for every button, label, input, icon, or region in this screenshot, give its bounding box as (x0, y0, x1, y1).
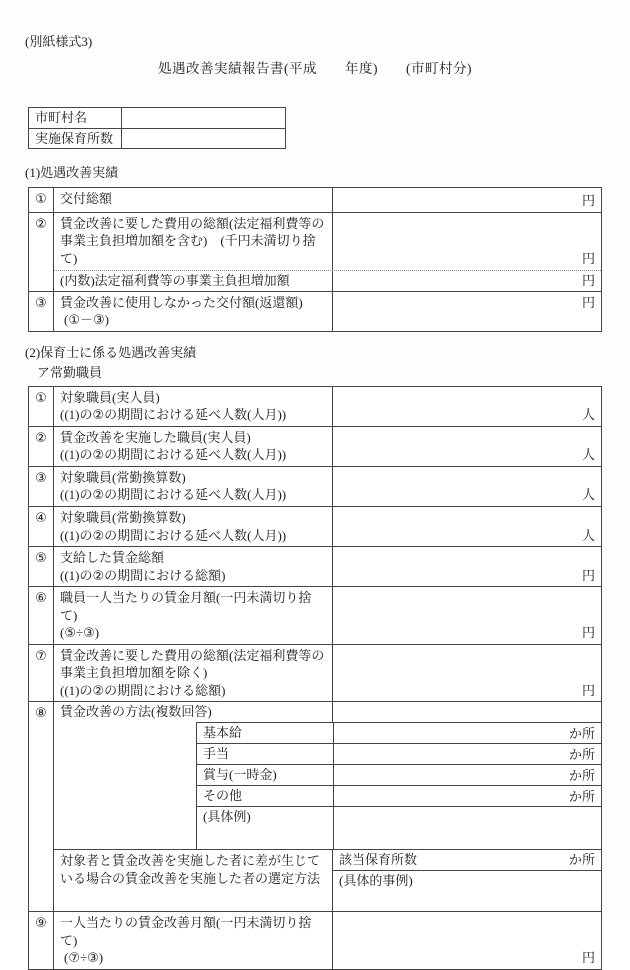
unit-label: か所 (568, 725, 595, 741)
table-row (29, 108, 285, 128)
selection-method-row (54, 849, 601, 911)
row-label-sub: ((1)の②の期間における延べ人数(人月)) (60, 447, 287, 463)
row-label (54, 387, 332, 426)
row-number: ⑨ (29, 912, 54, 969)
row2-main (54, 213, 601, 270)
example-field[interactable] (333, 807, 601, 849)
row-label-sub: ((1)の②の期間における延べ人数(人月)) (60, 407, 287, 423)
row-label: 交付総額 (60, 190, 113, 206)
example-label: (具体例) (203, 809, 251, 825)
case-example-field[interactable] (333, 871, 601, 911)
amount-field[interactable] (332, 912, 601, 969)
row-number: ⑧ (29, 702, 54, 911)
row-label (54, 507, 332, 546)
row2-sub (54, 270, 601, 291)
section1-heading: (1)処遇改善実績 (25, 165, 119, 181)
amount-field[interactable] (332, 547, 601, 586)
row8-content (54, 702, 601, 911)
method-row (196, 743, 601, 764)
row-number: ③ (29, 467, 54, 506)
method-label: その他 (203, 788, 243, 804)
municipality-name-field[interactable] (122, 108, 285, 128)
count-field[interactable] (332, 427, 601, 466)
row-label: (内数)法定福利費等の事業主負担増加額 (60, 272, 290, 288)
info-table (28, 107, 286, 150)
row-label-sub: (⑤÷③) (60, 625, 100, 641)
unit-label: 円 (581, 272, 595, 288)
row-number: ⑤ (29, 547, 54, 586)
row-label-sub: ((1)の②の期間における総額) (60, 682, 226, 698)
unit-label: 円 (581, 950, 595, 966)
table-row (29, 212, 601, 291)
section2-table (28, 386, 602, 970)
method-example-row (196, 806, 601, 849)
unit-label: 円 (581, 193, 595, 209)
unit-label: か所 (568, 746, 595, 762)
row-label: 賃金改善に要した費用の総額(法定福利費等の事業主負担増加額を含む) (千円未満切り捨て) (60, 215, 325, 266)
row-label-main: 対象職員(常勤換算数) (60, 509, 186, 525)
table-row (29, 506, 601, 546)
table-row (29, 188, 601, 212)
daycare-count-field[interactable] (122, 129, 285, 149)
method-row (196, 722, 601, 743)
table-row (29, 644, 601, 702)
amount-field[interactable] (332, 645, 601, 702)
row-label-main: 賃金改善に使用しなかった交付額(返還額) (60, 294, 303, 310)
row-label (54, 912, 332, 969)
unit-label: 円 (581, 294, 595, 310)
row-label (54, 467, 332, 506)
case-example-label: (具体的事例) (339, 872, 413, 888)
amount-field[interactable] (332, 587, 601, 644)
method-row (196, 764, 601, 785)
municipality-name-label: 市町村名 (29, 108, 122, 128)
table-row (29, 701, 601, 911)
row-label-main: 一人当たりの賃金改善月額(一円未満切り捨て) (60, 914, 312, 948)
unit-label: 人 (581, 527, 595, 543)
row-label (54, 292, 332, 331)
row8-header (54, 702, 601, 722)
method-subtable (196, 722, 601, 849)
table-row (29, 387, 601, 426)
page-title: 処遇改善実績報告書(平成 年度) (市町村分) (158, 60, 472, 76)
amount-field[interactable] (332, 271, 601, 291)
row-number: ④ (29, 507, 54, 546)
amount-field[interactable] (332, 213, 601, 270)
row-label-sub: ((1)の②の期間における総額) (60, 567, 226, 583)
unit-label: 人 (581, 407, 595, 423)
row-number: ① (29, 188, 54, 212)
row-label-main: 職員一人当たりの賃金月額(一円未満切り捨て) (60, 590, 312, 623)
unit-label: 人 (581, 487, 595, 503)
amount-field[interactable] (332, 292, 601, 331)
table-row (29, 426, 601, 466)
count-field[interactable] (332, 387, 601, 426)
applicable-daycare-count-label: 該当保育所数 (339, 852, 418, 868)
unit-label: 円 (581, 625, 595, 641)
section2-subheading: ア常勤職員 (37, 365, 103, 381)
row2-content (54, 213, 601, 291)
row-number: ⑦ (29, 645, 54, 702)
row-label (54, 587, 332, 644)
daycare-count-label: 実施保育所数 (29, 129, 122, 149)
row-label (54, 645, 332, 702)
method-label: 手当 (203, 746, 230, 762)
section1-table (28, 187, 602, 332)
table-row (29, 546, 601, 586)
row-number: ② (29, 213, 54, 291)
selection-method-label: 対象者と賃金改善を実施した者に差が生じている場合の賃金改善を実施した者の選定方法 (60, 853, 321, 886)
method-label: 賞与(一時金) (203, 767, 277, 783)
row-formula: (⑦÷③) (64, 950, 104, 966)
table-row (29, 466, 601, 506)
count-field[interactable] (333, 786, 601, 806)
count-field[interactable] (333, 744, 601, 764)
unit-label: 円 (581, 682, 595, 698)
form-code: (別紙様式3) (25, 34, 93, 49)
unit-label: 人 (581, 447, 595, 463)
count-field[interactable] (333, 765, 601, 785)
unit-label: か所 (568, 767, 595, 783)
row-label-main: 賃金改善を実施した職員(実人員) (60, 429, 251, 445)
count-field[interactable] (333, 723, 601, 743)
row-label (54, 547, 332, 586)
blank-field[interactable] (332, 702, 601, 722)
unit-label: か所 (568, 852, 595, 868)
table-row (29, 586, 601, 644)
row-label-sub: ((1)の②の期間における延べ人数(人月)) (60, 487, 287, 503)
row-label-main: 対象職員(常勤換算数) (60, 469, 186, 485)
table-row (29, 128, 285, 149)
row-number: ③ (29, 292, 54, 331)
row-label-main: 賃金改善に要した費用の総額(法定福利費等の事業主負担増加額を除く) (60, 647, 325, 681)
row-number: ⑥ (29, 587, 54, 644)
table-row (29, 911, 601, 969)
row-label (54, 427, 332, 466)
unit-label: 円 (581, 250, 595, 266)
unit-label: 円 (581, 567, 595, 583)
count-field[interactable] (332, 467, 601, 506)
row-number: ① (29, 387, 54, 426)
amount-field[interactable] (332, 188, 601, 212)
method-row (196, 785, 601, 806)
applicable-daycare-count-field[interactable] (333, 850, 601, 871)
row-formula: (①－③) (64, 312, 109, 328)
row-label-sub: ((1)の②の期間における延べ人数(人月)) (60, 527, 287, 543)
selection-method-value (332, 850, 601, 911)
table-row (29, 291, 601, 331)
section2-heading: (2)保育士に係る処遇改善実績 (25, 344, 197, 360)
row-label-main: 対象職員(実人員) (60, 389, 160, 405)
method-label: 基本給 (203, 725, 243, 741)
row-label: 賃金改善の方法(複数回答) (60, 704, 212, 720)
row-label-main: 支給した賃金総額 (60, 550, 165, 566)
count-field[interactable] (332, 507, 601, 546)
row-number: ② (29, 427, 54, 466)
unit-label: か所 (568, 788, 595, 804)
